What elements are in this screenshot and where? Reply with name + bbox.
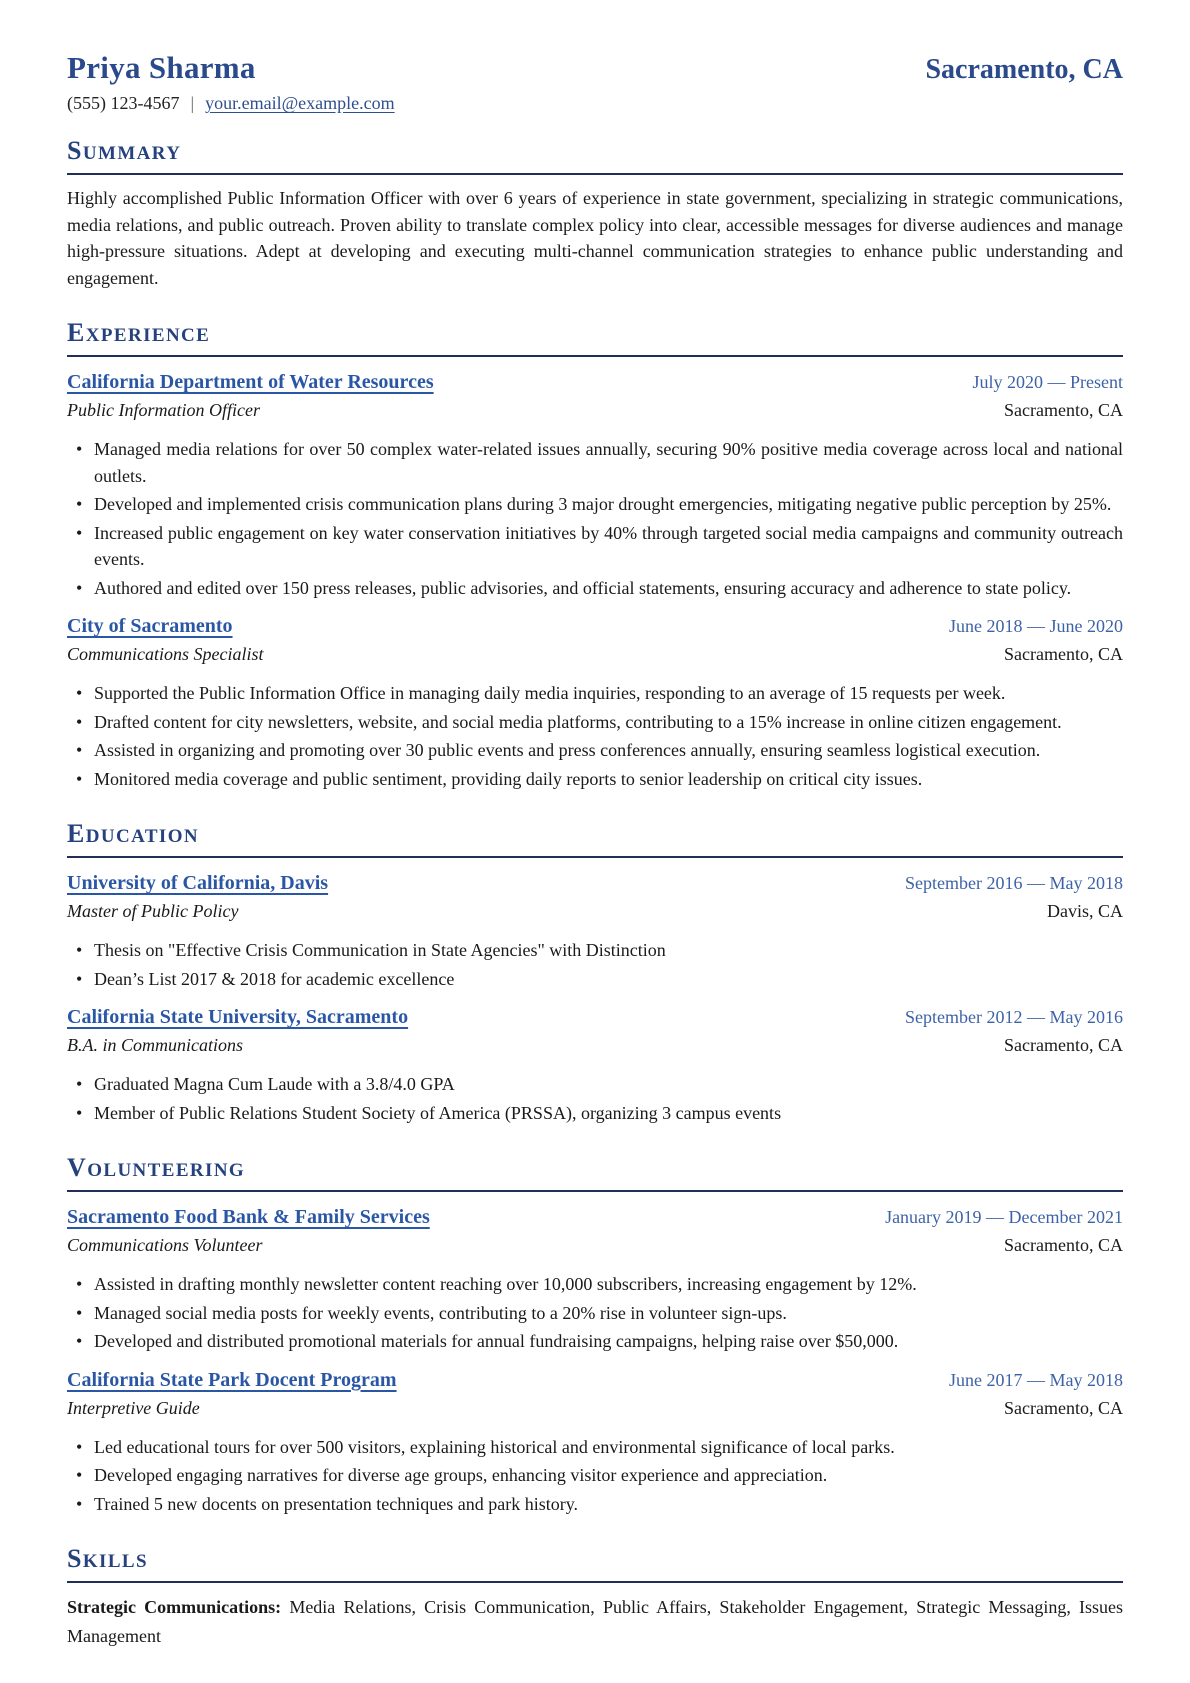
section-title-volunteering: VOLUNTEERING [67, 1153, 1123, 1192]
bullet-item: • Authored and edited over 150 press releases, public advisories, and official statements, ensuring accuracy and adherence to state policy. [67, 575, 1123, 602]
entry-role: Public Information Officer [67, 400, 260, 420]
header-row [67, 50, 1123, 86]
contact-separator: | [190, 93, 195, 113]
bullet-item: • Increased public engagement on key water conservation initiatives by 40% through targeted social media campaigns and community outreach events. [67, 520, 1123, 573]
entry-location: Sacramento, CA [1004, 644, 1123, 664]
bullet-item: • Trained 5 new docents on presentation techniques and park history. [67, 1491, 1123, 1518]
section-volunteering [67, 1153, 1123, 1517]
entry-dates: September 2016 — May 2018 [905, 873, 1123, 893]
bullet-list [67, 680, 1123, 792]
org-name: California State University, Sacramento [67, 1006, 409, 1028]
section-experience [67, 318, 1123, 792]
entry-role: Communications Volunteer [67, 1235, 263, 1255]
bullet-list [67, 1434, 1123, 1518]
org-name: California Department of Water Resources [67, 371, 434, 393]
entry-sub [67, 901, 1123, 922]
entry-head [67, 615, 1123, 638]
entry-head [67, 872, 1123, 895]
entry-sub [67, 1035, 1123, 1056]
entry-location: Davis, CA [1047, 901, 1123, 921]
bullet-item: • Developed engaging narratives for diverse age groups, enhancing visitor experience and appreciation. [67, 1462, 1123, 1489]
entry-dates: June 2018 — June 2020 [949, 616, 1123, 636]
entry-role: Communications Specialist [67, 644, 264, 664]
bullet-item: • Member of Public Relations Student Society of America (PRSSA), organizing 3 campus events [67, 1100, 1123, 1127]
bullet-list [67, 1271, 1123, 1355]
bullet-item: • Developed and implemented crisis communication plans during 3 major drought emergencies, mitigating negative public perception by 25%. [67, 491, 1123, 518]
org-name: Sacramento Food Bank & Family Services [67, 1206, 430, 1228]
entry-sub [67, 1398, 1123, 1419]
entry-head [67, 371, 1123, 394]
volunteering-entry [67, 1206, 1123, 1355]
entry-dates: September 2012 — May 2016 [905, 1007, 1123, 1027]
section-title-summary: SUMMARY [67, 136, 1123, 175]
entry-dates: June 2017 — May 2018 [949, 1369, 1123, 1390]
org-name: City of Sacramento [67, 615, 233, 637]
entry-location: Sacramento, CA [1004, 1397, 1123, 1418]
bullet-item: • Led educational tours for over 500 visitors, explaining historical and environmental significance of local parks. [67, 1434, 1123, 1461]
org-name: University of California, Davis [67, 872, 329, 894]
bullet-item: • Assisted in drafting monthly newsletter content reaching over 10,000 subscribers, increasing engagement by 12%. [67, 1271, 1123, 1298]
entry-sub [67, 400, 1123, 421]
volunteering-entry [67, 1369, 1123, 1518]
bullet-item: • Supported the Public Information Office in managing daily media inquiries, responding to an average of 15 requests per week. [67, 680, 1123, 707]
entry-head [67, 1206, 1123, 1229]
bullet-item: • Assisted in organizing and promoting over 30 public events and press conferences annually, ensuring seamless logistical execution. [67, 737, 1123, 764]
header-location: Sacramento, CA [925, 54, 1123, 85]
entry-sub [67, 644, 1123, 665]
phone-number: (555) 123-4567 [67, 93, 180, 113]
bullet-item: • Managed social media posts for weekly events, contributing to a 20% rise in volunteer sign-ups. [67, 1300, 1123, 1327]
experience-entry [67, 371, 1123, 601]
section-title-skills: SKILLS [67, 1544, 1123, 1583]
bullet-list [67, 937, 1123, 992]
entry-role: Master of Public Policy [67, 901, 239, 921]
entry-role: B.A. in Communications [67, 1035, 243, 1055]
bullet-item: • Drafted content for city newsletters, website, and social media platforms, contributing to a 15% increase in online citizen engagement. [67, 709, 1123, 736]
contact-row [67, 93, 1123, 114]
entry-role: Interpretive Guide [67, 1397, 200, 1418]
bullet-item: • Developed and distributed promotional materials for annual fundraising campaigns, helping raise over $50,000. [67, 1328, 1123, 1355]
bullet-item: • Graduated Magna Cum Laude with a 3.8/4.0 GPA [67, 1071, 1123, 1098]
skills-values: Media Relations, Crisis Communication, Public Affairs, Stakeholder Engagement, Strategic Messaging, Issues Management [67, 1597, 1123, 1646]
section-title-education: EDUCATION [67, 819, 1123, 858]
bullet-item: • Monitored media coverage and public sentiment, providing daily reports to senior leadership on critical city issues. [67, 766, 1123, 793]
entry-location: Sacramento, CA [1004, 1035, 1123, 1055]
bullet-item: • Managed media relations for over 50 complex water-related issues annually, securing 90% positive media coverage across local and national outlets. [67, 436, 1123, 489]
skills-category-label: Strategic Communications: [67, 1597, 282, 1617]
section-summary [67, 136, 1123, 291]
person-name: Priya Sharma [67, 50, 256, 85]
entry-location: Sacramento, CA [1004, 1235, 1123, 1255]
bullet-item: • Thesis on "Effective Crisis Communication in State Agencies" with Distinction [67, 937, 1123, 964]
section-education [67, 819, 1123, 1126]
entry-head [67, 1006, 1123, 1029]
bullet-list [67, 436, 1123, 601]
education-entry [67, 1006, 1123, 1126]
entry-head [67, 1369, 1123, 1392]
section-title-experience: EXPERIENCE [67, 318, 1123, 357]
entry-dates: January 2019 — December 2021 [885, 1207, 1123, 1227]
org-name: California State Park Docent Program [67, 1368, 397, 1391]
entry-dates: July 2020 — Present [972, 372, 1123, 392]
email-link[interactable]: your.email@example.com [205, 93, 395, 113]
entry-sub [67, 1235, 1123, 1256]
summary-text: Highly accomplished Public Information Officer with over 6 years of experience in state government, specializing in strategic communications, media relations, and public outreach. Proven ability to translate complex policy into clear, accessible messages for diverse audiences and manage high-pressure situations. Adept at developing and executing multi-channel communication strategies to enhance public understanding and engagement. [67, 188, 1123, 288]
bullet-item: • Dean’s List 2017 & 2018 for academic excellence [67, 966, 1123, 993]
resume-header [67, 50, 1123, 114]
bullet-list [67, 1071, 1123, 1126]
entry-location: Sacramento, CA [1004, 400, 1123, 420]
skills-line [67, 1593, 1123, 1651]
education-entry [67, 872, 1123, 992]
section-skills [67, 1544, 1123, 1651]
experience-entry [67, 615, 1123, 792]
